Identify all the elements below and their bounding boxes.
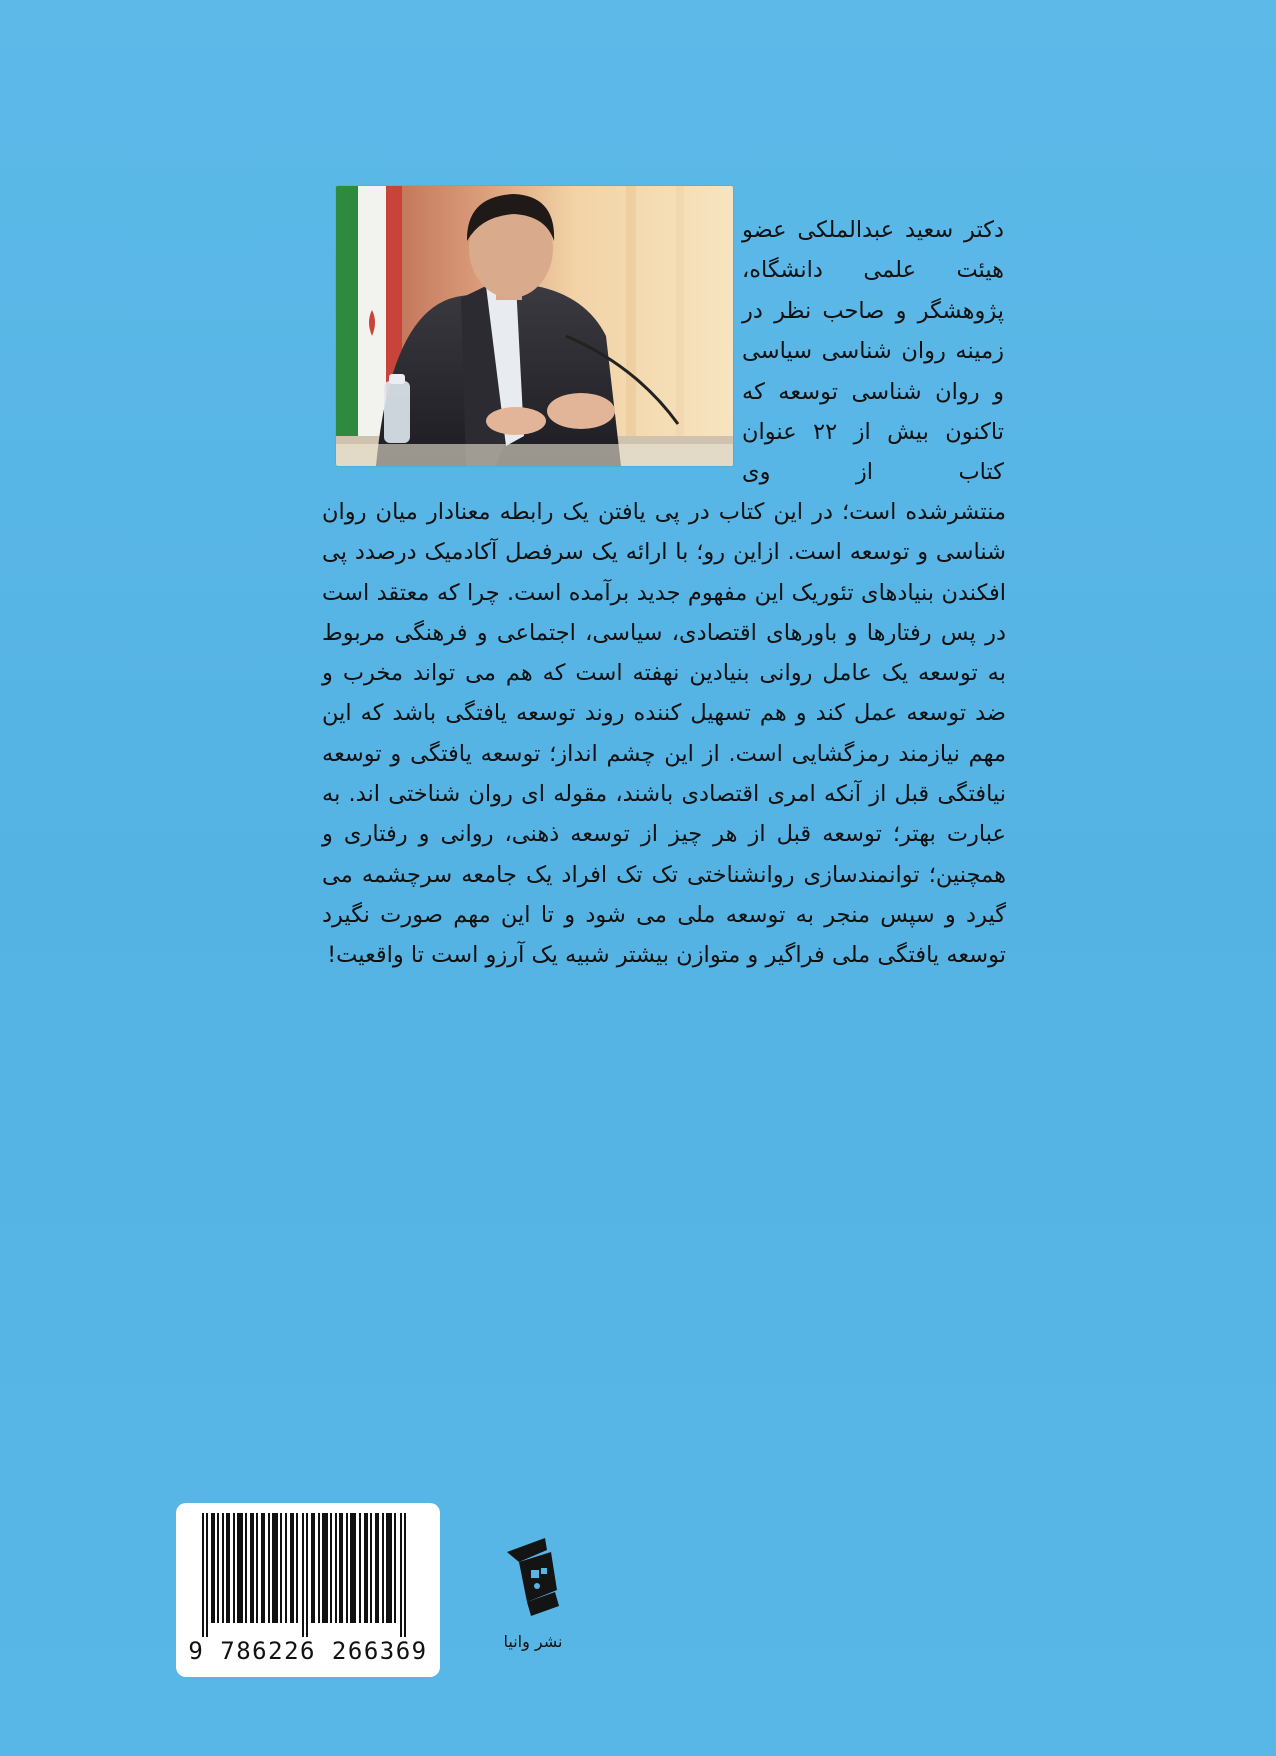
author-photo <box>336 186 733 466</box>
author-bio-text: دکتر سعید عبدالملکی عضو هیئت علمی دانشگاه، پژوهشگر و صاحب نظر در زمینه روان شناسی سیاسی و روان شناسی توسعه که تاکنون بیش از ۲۲ عنوان کتاب از وی <box>742 217 1005 486</box>
book-description <box>322 492 1006 976</box>
isbn-number: 9 786226 266369 <box>188 1637 428 1665</box>
barcode-icon <box>198 1513 416 1637</box>
book-description-text: منتشرشده است؛ در این کتاب در پی یافتن یک رابطه معنادار میان روان شناسی و توسعه است. ازاین رو؛ با ارائه یک سرفصل آکادمیک درصدد پی افکندن بنیادهای تئوریک این مفهوم جدید برآمده است. چرا که معتقد است در پس رفتارها و باورهای اقتصادی، سیاسی، اجتماعی و فرهنگی مربوط به توسعه یک عامل روانی بنیادین نهفته است که هم می تواند مخرب و ضد توسعه عمل کند و هم تسهیل کننده روند توسعه یافتگی باشد که این مهم نیازمند رمزگشایی است. از این چشم انداز؛ توسعه یافتگی و توسعه نیافتگی قبل از آنکه امری اقتصادی باشند، مقوله ای روان شناختی اند. به عبارت بهتر؛ توسعه قبل از هر چیز از توسعه ذهنی، روانی و رفتاری و همچنین؛ توانمندسازی روانشناختی تک تک افراد یک جامعه سرچشمه می گیرد و سپس منجر به توسعه ملی می شود و تا این مهم صورت نگیرد توسعه یافتگی ملی فراگیر و متوازن بیشتر شبیه یک آرزو است تا واقعیت! <box>322 499 1006 969</box>
publisher-name: نشر وانیا <box>503 1632 563 1651</box>
publisher-logo-icon <box>497 1532 569 1628</box>
author-bio <box>742 210 1004 493</box>
publisher-logo <box>488 1532 578 1672</box>
isbn-barcode <box>176 1503 440 1677</box>
